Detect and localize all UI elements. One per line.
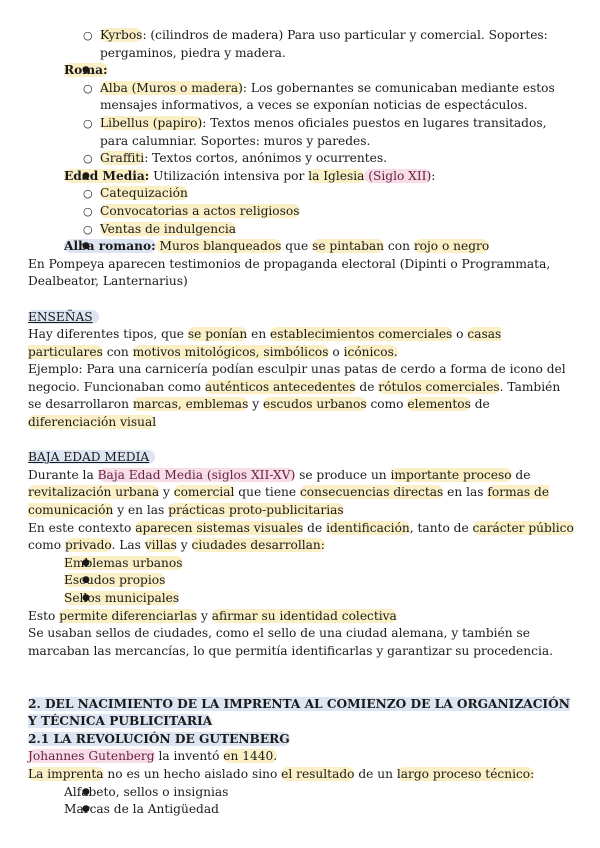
list-roma bbox=[28, 62, 576, 80]
section-title-ensenas: ENSEÑAS bbox=[28, 309, 576, 327]
section-title-imprenta: 2. DEL NACIMIENTO DE LA IMPRENTA AL COMIENZO DE LA ORGANIZACIÓN Y TÉCNICA PUBLICITARIA bbox=[28, 696, 570, 729]
section-title-baja-edad-media: BAJA EDAD MEDIA bbox=[28, 449, 576, 467]
paragraph-gutenberg-1: Johannes Gutenberg la inventó en 1440. bbox=[28, 749, 278, 764]
paragraph-baja-edad-media-4: Se usaban sellos de ciudades, como el sello de una ciudad alemana, y también se marcaban las mercancías, lo que permitía identificarlas y garantizar su procedencia. bbox=[28, 626, 553, 658]
paragraph-pompeya: En Pompeya aparecen testimonios de propaganda electoral (Dipinti o Programmata, Dealbeator, Lanternarius) bbox=[28, 256, 551, 289]
paragraph-gutenberg-2: La imprenta no es un hecho aislado sino el resultado de un largo proceso técnico: bbox=[28, 766, 535, 781]
list-item: ○ Libellus (papiro): Textos menos oficiales puestos en lugares transitados, para calumniar. Soportes: muros y paredes. bbox=[100, 115, 576, 150]
subsection-title-gutenberg: 2.1 LA REVOLUCIÓN DE GUTENBERG bbox=[28, 731, 290, 746]
list-item: ● Escudos propios bbox=[64, 572, 576, 590]
list-item: ● Sellos municipales bbox=[64, 590, 576, 608]
document-body bbox=[28, 27, 576, 819]
list-item: ● Emblemas urbanos bbox=[64, 555, 576, 573]
list-item: ○ Catequización bbox=[100, 185, 576, 203]
list-item-kyrbos: ○ Kyrbos: (cilindros de madera) Para uso particular y comercial. Soportes: pergaminos, piedra y madera. bbox=[100, 27, 576, 62]
list-gutenberg-items bbox=[28, 784, 576, 819]
list-alba-romano bbox=[28, 238, 576, 256]
paragraph-baja-edad-media-3: Esto permite diferenciarlas y afirmar su identidad colectiva bbox=[28, 608, 397, 623]
list-item-edad-media: ● Edad Media: Utilización intensiva por la Iglesia (Siglo XII): bbox=[64, 168, 576, 186]
paragraph-ensenas-2: Ejemplo: Para una carnicería podían esculpir unas patas de cerdo a forma de icono del negocio. Funcionaban como auténticos antecedentes de rótulos comerciales. También se desarrollaron marcas, emblemas y escudos urbanos como elementos de diferenciación visual bbox=[28, 362, 566, 430]
list-item-roma: ● Roma: bbox=[64, 62, 576, 80]
list-item: ● Alfabeto, sellos o insignias bbox=[64, 784, 576, 802]
list-griego-continued bbox=[28, 27, 576, 62]
paragraph-baja-edad-media-1: Durante la Baja Edad Media (siglos XII-XV) se produce un importante proceso de revitalización urbana y comercial que tiene consecuencias directas en las formas de comunicación y en las prácticas proto-publicitarias bbox=[28, 467, 550, 518]
paragraph-ensenas-1: Hay diferentes tipos, que se ponían en establecimientos comerciales o casas particulares con motivos mitológicos, simbólicos o icónicos. bbox=[28, 327, 502, 359]
list-item: ○ Alba (Muros o madera): Los gobernantes se comunicaban mediante estos mensajes informativos, a veces se exponían noticias de espectáculos. bbox=[100, 80, 576, 115]
list-edad-media bbox=[28, 168, 576, 186]
list-item: ● Marcas de la Antigüedad bbox=[64, 801, 576, 819]
list-baja-edad-media-items bbox=[28, 555, 576, 608]
list-item: ○ Convocatorias a actos religiosos bbox=[100, 203, 576, 221]
list-item-alba-romano: ● Alba romano: Muros blanqueados que se pintaban con rojo o negro bbox=[64, 238, 576, 256]
list-item: ○ Graffiti: Textos cortos, anónimos y ocurrentes. bbox=[100, 150, 576, 168]
list-edad-media-items bbox=[28, 185, 576, 238]
list-roma-items bbox=[28, 80, 576, 168]
paragraph-baja-edad-media-2: En este contexto aparecen sistemas visuales de identificación, tanto de carácter público como privado. Las villas y ciudades desarrollan: bbox=[28, 520, 574, 553]
list-item: ○ Ventas de indulgencia bbox=[100, 221, 576, 239]
